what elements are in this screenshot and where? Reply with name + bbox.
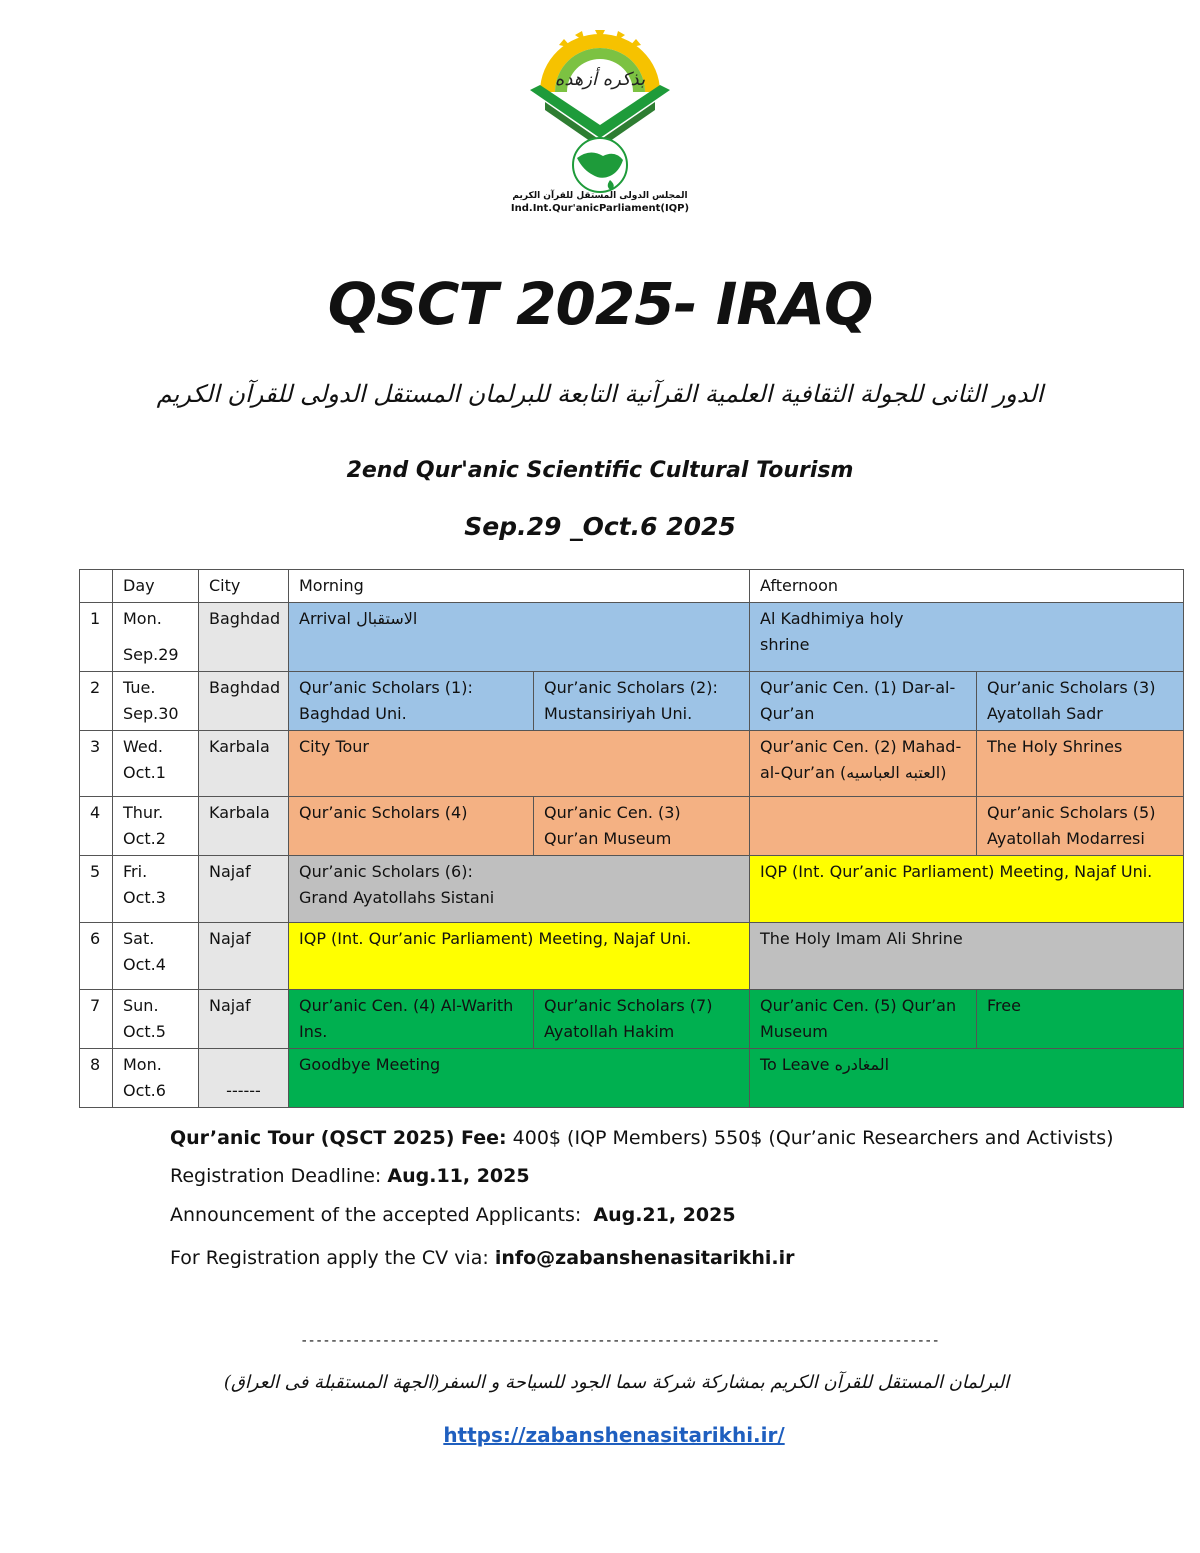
day-name: Tue. — [123, 678, 156, 697]
row-number: 4 — [80, 797, 113, 856]
day-name: Sun. — [123, 996, 159, 1015]
table-row — [80, 672, 1184, 731]
day-name: Sat. — [123, 929, 155, 948]
morning-activity: City Tour — [289, 731, 750, 797]
morning-activity: IQP (Int. Qur’anic Parliament) Meeting, Najaf Uni. — [289, 923, 750, 990]
arabic-subtitle: الدور الثانی للجولة الثقافیة العلمیة القرآنیة التابعة للبرلمان المستقل الدولی للقرآن الکریم — [156, 380, 1044, 408]
header-afternoon: Afternoon — [750, 570, 1184, 603]
table-row — [80, 1049, 1184, 1108]
logo-english-name: Ind.Int.Qur'anicParliament(IQP) — [510, 203, 690, 214]
row-city: Karbala — [199, 797, 289, 856]
morning-activity: Qur’anic Scholars (7) Ayatollah Hakim — [534, 990, 750, 1049]
row-day — [113, 923, 199, 990]
day-date: Sep.29 — [123, 645, 179, 664]
afternoon-activity — [750, 797, 977, 856]
deadline-line — [170, 1165, 530, 1187]
quran-globe-logo-icon — [515, 30, 685, 195]
schedule-table — [79, 569, 1184, 1108]
day-date: Sep.30 — [123, 704, 179, 723]
table-row — [80, 856, 1184, 923]
event-dates: Sep.29 _Oct.6 2025 — [464, 512, 736, 541]
row-city: Karbala — [199, 731, 289, 797]
row-city: Baghdad — [199, 672, 289, 731]
row-day — [113, 990, 199, 1049]
table-row — [80, 603, 1184, 672]
day-date: Oct.4 — [123, 955, 166, 974]
morning-activity — [289, 856, 750, 923]
row-day — [113, 672, 199, 731]
morning-activity: Qur’anic Scholars (1): Baghdad Uni. — [289, 672, 534, 731]
morning-activity: Qur’anic Cen. (4) Al-Warith Ins. — [289, 990, 534, 1049]
day-name: Fri. — [123, 862, 148, 881]
day-date: Oct.3 — [123, 888, 166, 907]
announcement-value: Aug.21, 2025 — [593, 1204, 736, 1226]
header-city: City — [199, 570, 289, 603]
table-row — [80, 797, 1184, 856]
afternoon-activity — [750, 603, 1184, 672]
svg-text:بذكره أزهده: بذكره أزهده — [554, 69, 646, 90]
afternoon-activity: IQP (Int. Qur’anic Parliament) Meeting, Najaf Uni. — [750, 856, 1184, 923]
row-day — [113, 797, 199, 856]
day-name: Thur. — [123, 803, 164, 822]
day-name: Wed. — [123, 737, 163, 756]
deadline-value: Aug.11, 2025 — [387, 1165, 530, 1187]
registration-line — [170, 1247, 794, 1269]
row-number: 5 — [80, 856, 113, 923]
row-number: 1 — [80, 603, 113, 672]
row-number: 8 — [80, 1049, 113, 1108]
fee-label: Qur’anic Tour (QSCT 2025) Fee: — [170, 1127, 507, 1149]
english-subtitle: 2end Qur'anic Scientific Cultural Tourism — [346, 458, 854, 483]
afternoon-activity: Qur’anic Cen. (5) Qur’an Museum — [750, 990, 977, 1049]
logo-arabic-name: المجلس الدولی المستقل للقرآن الکریم — [512, 191, 688, 201]
header-num — [80, 570, 113, 603]
table-header-row — [80, 570, 1184, 603]
day-date: Oct.6 — [123, 1081, 166, 1100]
header-morning: Morning — [289, 570, 750, 603]
afternoon-activity: Qur’anic Scholars (3) Ayatollah Sadr — [977, 672, 1184, 731]
row-city: Najaf — [199, 923, 289, 990]
deadline-label: Registration Deadline: — [170, 1165, 382, 1187]
row-number: 6 — [80, 923, 113, 990]
row-day — [113, 856, 199, 923]
afternoon-text: Al Kadhimiya holy shrine — [760, 609, 904, 654]
day-name: Mon. — [123, 1055, 162, 1074]
row-city: ------ — [199, 1049, 289, 1108]
footer-arabic: البرلمان المستقل للقرآن الکریم بمشارکة شرکة سما الجود للسیاحة و السفر(الجهة المستقبلة فی العراق) — [223, 1372, 1010, 1393]
morning-text: Qur’anic Scholars (6): Grand Ayatollahs Sistani — [299, 862, 495, 907]
day-date: Oct.2 — [123, 829, 166, 848]
announcement-line — [170, 1204, 736, 1226]
afternoon-activity: The Holy Shrines — [977, 731, 1184, 797]
website-link[interactable]: https://zabanshenasitarikhi.ir/ — [443, 1423, 785, 1447]
table-row — [80, 923, 1184, 990]
fee-line — [170, 1127, 1114, 1149]
table-row — [80, 731, 1184, 797]
afternoon-activity: Qur’anic Cen. (1) Dar-al-Qur’an — [750, 672, 977, 731]
announcement-label: Announcement of the accepted Applicants: — [170, 1204, 582, 1226]
morning-activity: Qur’anic Cen. (3) Qur’an Museum — [534, 797, 750, 856]
table-row — [80, 990, 1184, 1049]
row-number: 3 — [80, 731, 113, 797]
fee-value: 400$ (IQP Members) 550$ (Qur’anic Researchers and Activists) — [512, 1127, 1114, 1149]
row-day — [113, 1049, 199, 1108]
morning-activity: Goodbye Meeting — [289, 1049, 750, 1108]
row-number: 2 — [80, 672, 113, 731]
morning-activity: Qur’anic Scholars (2): Mustansiriyah Uni. — [534, 672, 750, 731]
afternoon-activity: To Leave المغادره — [750, 1049, 1184, 1108]
afternoon-activity: Free — [977, 990, 1184, 1049]
afternoon-activity: The Holy Imam Ali Shrine — [750, 923, 1184, 990]
header-day: Day — [113, 570, 199, 603]
row-city: Najaf — [199, 990, 289, 1049]
morning-activity: Arrival الاستقبال — [289, 603, 750, 672]
row-city: Baghdad — [199, 603, 289, 672]
row-number: 7 — [80, 990, 113, 1049]
afternoon-activity: Qur’anic Cen. (2) Mahad-al-Qur’an (العتبه العباسیه) — [750, 731, 977, 797]
separator: -------------------------------------------------------------------------------------- — [300, 1333, 939, 1349]
row-day — [113, 731, 199, 797]
registration-label: For Registration apply the CV via: — [170, 1247, 489, 1269]
row-city: Najaf — [199, 856, 289, 923]
registration-email[interactable]: info@zabanshenasitarikhi.ir — [494, 1247, 795, 1269]
day-name: Mon. — [123, 609, 162, 628]
morning-activity: Qur’anic Scholars (4) — [289, 797, 534, 856]
iqp-logo — [505, 30, 695, 230]
row-day — [113, 603, 199, 672]
page-title: QSCT 2025- IRAQ — [327, 270, 873, 338]
day-date: Oct.5 — [123, 1022, 166, 1041]
day-date: Oct.1 — [123, 763, 166, 782]
afternoon-activity: Qur’anic Scholars (5) Ayatollah Modarresi — [977, 797, 1184, 856]
